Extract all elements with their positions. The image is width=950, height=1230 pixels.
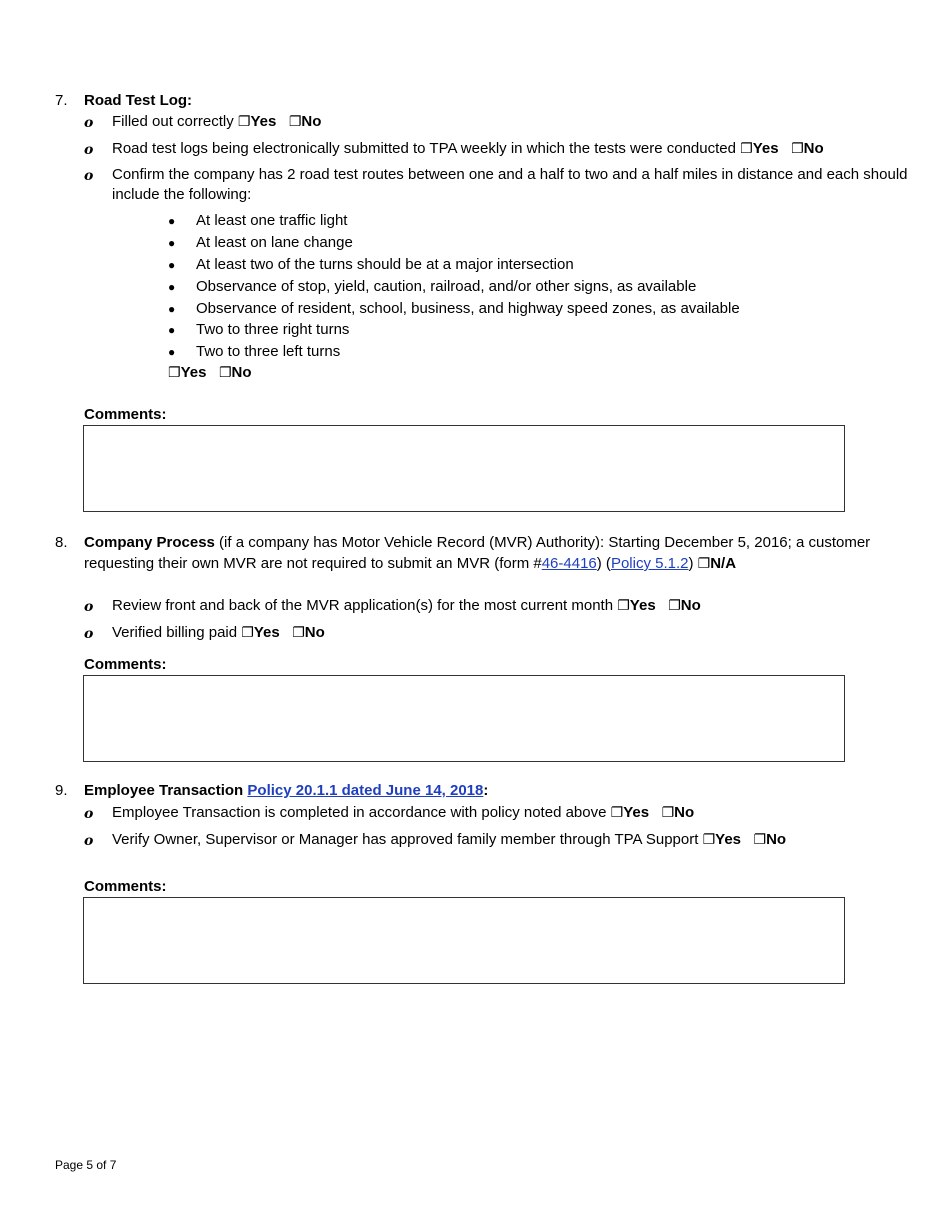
route-requirement: Observance of stop, yield, caution, railroad, and/or other signs, as available	[196, 278, 697, 295]
no-checkbox[interactable]: ❐	[218, 365, 232, 381]
policy-5-1-2-link[interactable]: Policy 5.1.2	[610, 555, 689, 572]
section-7-item-1: Filled out correctly ❐Yes ❐No	[112, 113, 322, 130]
bullet-dot-icon: ●	[168, 236, 176, 250]
section-9-comments-box[interactable]	[83, 897, 845, 984]
circle-bullet-icon: o	[84, 115, 94, 131]
circle-bullet-icon: o	[84, 599, 94, 615]
section-7-item-2: Road test logs being electronically submitted to TPA weekly in which the tests were conducted ❐Yes ❐No	[112, 140, 824, 157]
section-8-item-1: Review front and back of the MVR application(s) for the most current month ❐Yes ❐No	[112, 597, 701, 614]
yes-checkbox[interactable]: ❐	[168, 365, 181, 381]
section-7-item-3: Confirm the company has 2 road test routes between one and a half to two and a half miles in distance and each should include the following:	[112, 166, 908, 203]
section-7-comments-label: Comments:	[84, 406, 167, 423]
no-checkbox[interactable]: ❐	[753, 832, 767, 848]
no-checkbox[interactable]: ❐	[292, 625, 305, 641]
section-7-number: 7.	[55, 92, 68, 109]
bullet-dot-icon: ●	[168, 258, 176, 272]
section-8-number: 8.	[55, 534, 68, 551]
circle-bullet-icon: o	[84, 833, 94, 849]
no-checkbox[interactable]: ❐	[661, 805, 675, 821]
bullet-dot-icon: ●	[168, 280, 176, 294]
section-9-number: 9.	[55, 782, 68, 799]
yes-checkbox[interactable]: ❐	[610, 805, 624, 821]
section-8-description-line-1: Company Process (if a company has Motor Vehicle Record (MVR) Authority): Starting December 5, 2016; a customer	[84, 534, 871, 551]
section-9-item-1: Employee Transaction is completed in accordance with policy noted above ❐Yes ❐No	[112, 804, 695, 821]
form-46-4416-link[interactable]: 46-4416	[541, 555, 597, 572]
section-9-item-2: Verify Owner, Supervisor or Manager has approved family member through TPA Support ❐Yes ❐No	[112, 831, 787, 848]
section-7-comments-box[interactable]	[83, 425, 845, 512]
section-9-comments-label: Comments:	[84, 878, 167, 895]
section-8-comments-label: Comments:	[84, 656, 167, 673]
section-8-description-line-2: requesting their own MVR are not required to submit an MVR (form #46-4416) (Policy 5.1.2) ❐N/A	[84, 555, 737, 572]
section-8-item-2: Verified billing paid ❐Yes ❐No	[112, 624, 325, 641]
bullet-dot-icon: ●	[168, 214, 176, 228]
na-checkbox[interactable]: ❐	[697, 556, 711, 572]
section-8-comments-box[interactable]	[83, 675, 845, 762]
yes-checkbox[interactable]: ❐	[237, 114, 251, 130]
route-requirement: At least one traffic light	[196, 212, 348, 229]
no-checkbox[interactable]: ❐	[791, 141, 804, 157]
route-requirement: At least on lane change	[196, 234, 353, 251]
no-checkbox[interactable]: ❐	[668, 598, 681, 614]
circle-bullet-icon: o	[84, 168, 94, 184]
yes-checkbox[interactable]: ❐	[617, 598, 630, 614]
bullet-dot-icon: ●	[168, 302, 176, 316]
route-requirement: At least two of the turns should be at a major intersection	[196, 256, 574, 273]
circle-bullet-icon: o	[84, 806, 94, 822]
yes-checkbox[interactable]: ❐	[241, 625, 254, 641]
route-requirement: Two to three right turns	[196, 321, 350, 338]
no-checkbox[interactable]: ❐	[288, 114, 302, 130]
route-requirement: Two to three left turns	[196, 343, 341, 360]
bullet-dot-icon: ●	[168, 323, 176, 337]
section-7-title: Road Test Log:	[84, 92, 193, 109]
route-requirement: Observance of resident, school, business, and highway speed zones, as available	[196, 300, 740, 317]
section-9-title: Employee Transaction Policy 20.1.1 dated June 14, 2018:	[84, 782, 489, 799]
circle-bullet-icon: o	[84, 626, 94, 642]
section-7-routes-answer: ❐Yes ❐No	[168, 364, 252, 381]
page-number: Page 5 of 7	[55, 1158, 117, 1172]
bullet-dot-icon: ●	[168, 345, 176, 359]
yes-checkbox[interactable]: ❐	[740, 141, 753, 157]
yes-checkbox[interactable]: ❐	[702, 832, 716, 848]
policy-20-1-1-link[interactable]: Policy 20.1.1 dated June 14, 2018	[247, 782, 484, 799]
circle-bullet-icon: o	[84, 142, 94, 158]
